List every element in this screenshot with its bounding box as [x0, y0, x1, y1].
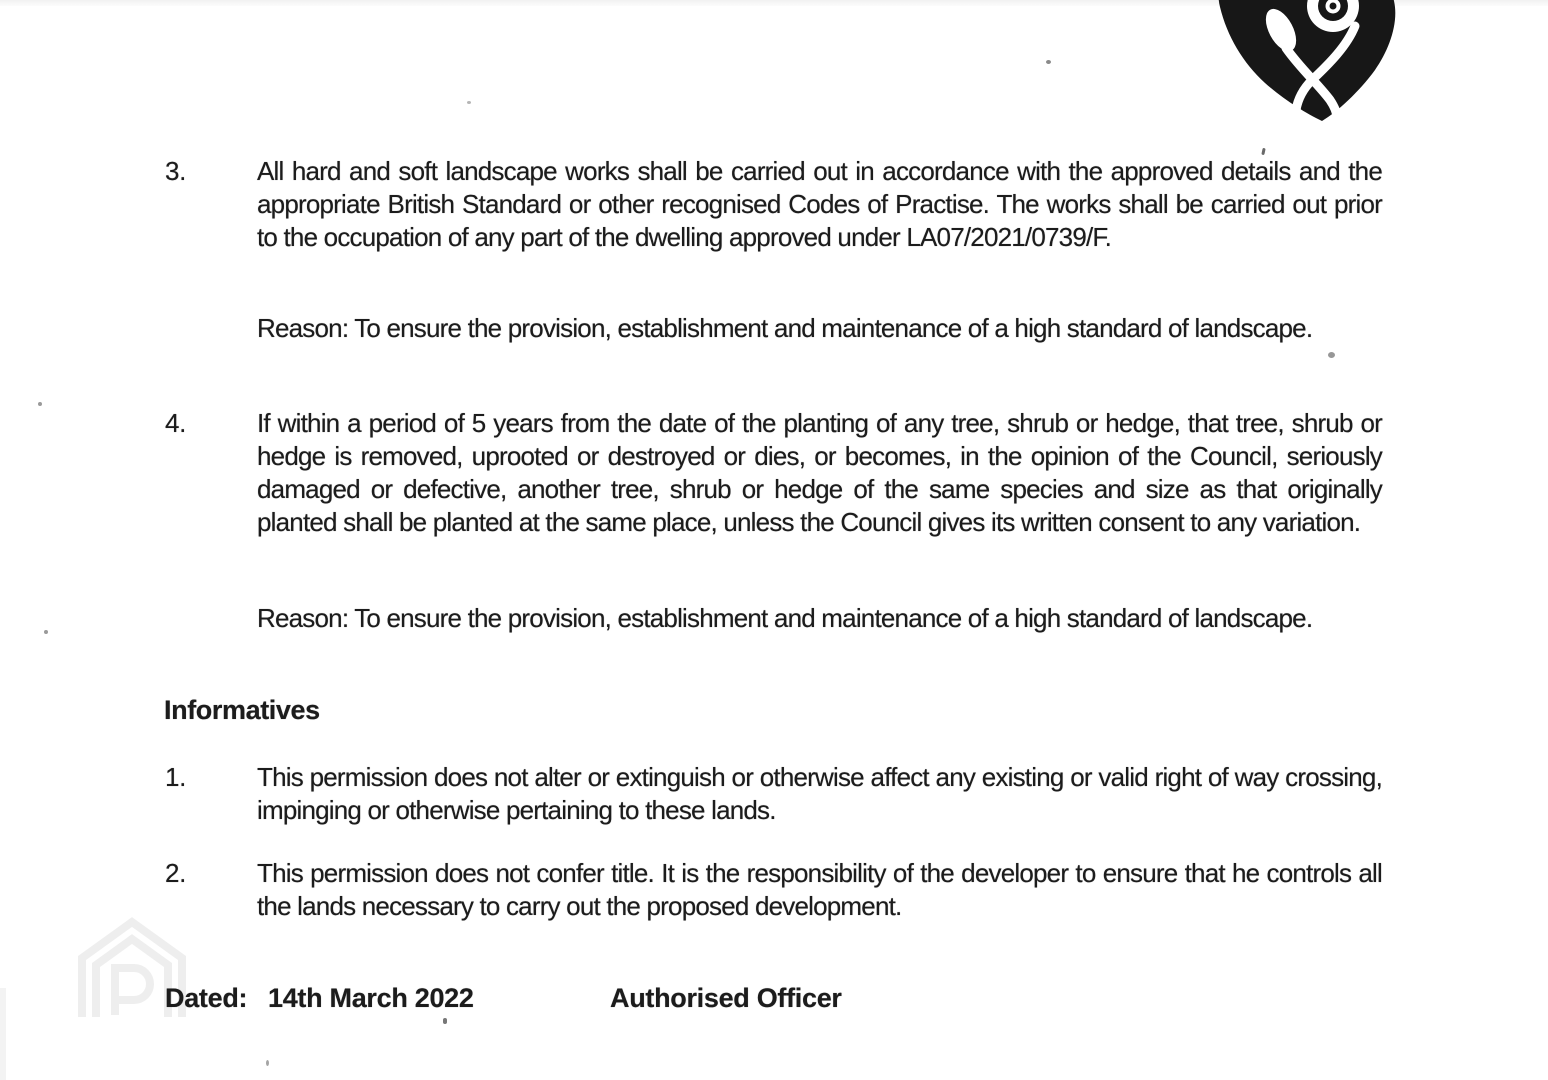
informative-item-1 — [165, 761, 1382, 827]
footer-dated-row — [165, 982, 842, 1015]
informatives-heading: Informatives — [164, 695, 320, 725]
informative-item-2 — [165, 857, 1382, 923]
scan-speck — [1046, 60, 1051, 64]
scan-speck — [38, 402, 42, 406]
scan-speck — [266, 1060, 269, 1066]
dated-value: 14th March 2022 — [268, 983, 474, 1013]
condition-item-3 — [165, 155, 1382, 254]
informative-text: This permission does not confer title. It is the responsibility of the developer to ensure that he controls all the lands necessary to carry out the proposed development. — [257, 858, 1382, 921]
informative-number: 2. — [165, 858, 187, 888]
scan-speck — [443, 1018, 447, 1024]
condition-text: If within a period of 5 years from the date of the planting of any tree, shrub or hedge, that tree, shrub or hedge is removed, uprooted or destroyed or dies, or becomes, in the opinion of the Council, seriously damaged or defective, another tree, shrub or hedge of the same species and size as that originally planted shall be planted at the same place, unless the Council gives its written consent to any variation. — [257, 408, 1382, 537]
condition-item-4 — [165, 407, 1382, 539]
informative-number: 1. — [165, 762, 187, 792]
condition-4-reason: Reason: To ensure the provision, establishment and maintenance of a high standard of landscape. — [257, 603, 1313, 633]
condition-number: 4. — [165, 408, 187, 438]
dated-label: Dated: — [165, 983, 248, 1013]
scan-speck — [1328, 352, 1335, 358]
informative-text: This permission does not alter or extinguish or otherwise affect any existing or valid right of way crossing, impinging or otherwise pertaining to these lands. — [257, 762, 1382, 825]
scan-edge-artifact-left — [0, 988, 6, 1080]
authorised-officer-label: Authorised Officer — [610, 983, 842, 1013]
council-crest-logo — [1212, 0, 1402, 124]
condition-number: 3. — [165, 156, 187, 186]
condition-3-reason: Reason: To ensure the provision, establishment and maintenance of a high standard of landscape. — [257, 313, 1313, 343]
scan-speck — [44, 630, 48, 634]
condition-text: All hard and soft landscape works shall be carried out in accordance with the approved details and the appropriate British Standard or other recognised Codes of Practise. The works shall be carried out prior to the occupation of any part of the dwelling approved under LA07/2021/0739/F. — [257, 156, 1382, 252]
scan-speck — [467, 101, 471, 104]
